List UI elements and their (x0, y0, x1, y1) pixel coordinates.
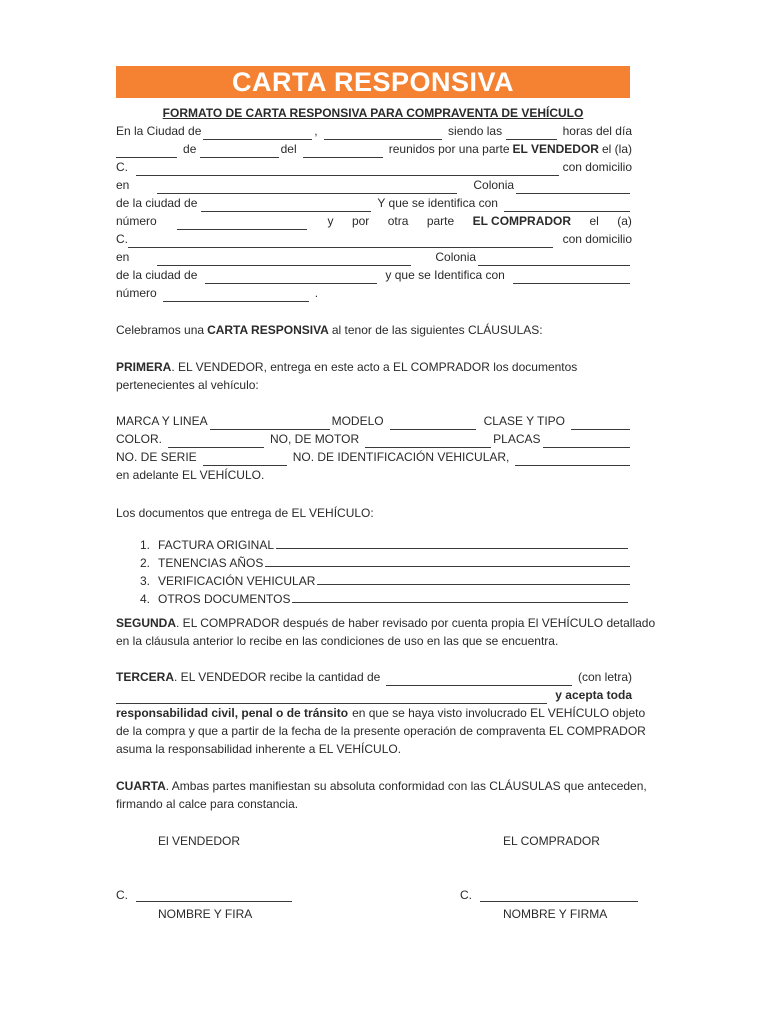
brand-field[interactable] (210, 417, 330, 430)
seller-id-type-field[interactable] (504, 199, 630, 212)
intro-paragraph (116, 122, 632, 302)
vin-field[interactable] (515, 453, 630, 466)
intro-line-3: C. con domicilio (116, 160, 632, 174)
clause-label: TERCERA (116, 670, 175, 684)
buyer-id-number-field[interactable] (163, 289, 309, 302)
clause-label: SEGUNDA (116, 616, 177, 630)
seller-name-field[interactable] (136, 163, 559, 176)
verification-field[interactable] (317, 572, 630, 585)
list-item: 4. OTROS DOCUMENTOS (116, 590, 632, 608)
buyer-signature-caption: NOMBRE Y FIRMA (503, 907, 608, 921)
seller-signature-line: C. (116, 888, 294, 902)
class-field[interactable] (571, 417, 630, 430)
clause-tercera: TERCERA . EL VENDEDOR recibe la cantidad de (con letra) y acepta toda responsabilidad civil, penal o de tránsito en que se haya visto involucrado EL VEHÍCULO objeto de la compra y que a partir de la fecha de la presente operación de compraventa EL COMPRADOR asuma la responsabilidad inherente a EL VEHÍCULO. (116, 670, 646, 756)
buyer-city-field[interactable] (205, 271, 377, 284)
document-subtitle: FORMATO DE CARTA RESPONSIVA PARA COMPRAVENTA DE VEHÍCULO (162, 106, 584, 120)
intro-line-2: de del reunidos por una parte EL VENDEDOR el (la) (116, 140, 632, 158)
list-item: 3. VERIFICACIÓN VEHICULAR (116, 572, 632, 590)
intro-line-8: en Colonia (116, 248, 632, 266)
year-field[interactable] (200, 145, 278, 158)
clause-label: PRIMERA (116, 360, 172, 374)
clause-cuarta: CUARTA . Ambas partes manifiestan su absoluta conformidad con las CLÁUSULAS que anteceden, firmando al calce para constancia. (116, 779, 647, 811)
engine-number-field[interactable] (365, 435, 491, 448)
seller-signature-title: El VENDEDOR (158, 834, 241, 848)
amount-words-field[interactable] (116, 691, 547, 704)
intro-line-4: en Colonia (116, 176, 632, 194)
color-field[interactable] (168, 435, 264, 448)
model-field[interactable] (390, 417, 476, 430)
year-field-2[interactable] (303, 145, 383, 158)
celebramos-paragraph: Celebramos una CARTA RESPONSIVA al tenor de las siguientes CLÁUSULAS: (116, 323, 543, 337)
plates-field[interactable] (543, 435, 631, 448)
tenencias-field[interactable] (265, 554, 630, 567)
seller-id-number-field[interactable] (177, 217, 307, 230)
seller-address-field[interactable] (157, 181, 457, 194)
intro-line-5: de la ciudad de Y que se identifica con (116, 194, 632, 212)
other-documents-field[interactable] (292, 590, 628, 603)
seller-signature-field[interactable] (136, 889, 292, 902)
seller-signature-caption: NOMBRE Y FIRA (158, 907, 253, 921)
hour-field[interactable] (506, 127, 557, 140)
vehicle-details: MARCA Y LINEA MODELO CLASE Y TIPO COLOR. NO, DE MOTOR PLACAS NO. DE SERIE NO. DE IDENTIFICACIÓN VEHICULAR, en adelante EL VEHÍCULO. (116, 412, 632, 484)
documents-section: Los documentos que entrega de EL VEHÍCULO: 1. FACTURA ORIGINAL 2. TENENCIAS AÑOS 3. VERIFICACIÓN VEHICULAR 4. OTROS DOCUMENTOS (116, 504, 632, 608)
buyer-signature-line: C. (460, 888, 640, 902)
intro-line-9: de la ciudad de y que se Identifica con (116, 266, 632, 284)
invoice-field[interactable] (276, 536, 628, 549)
buyer-name-field[interactable] (128, 235, 553, 248)
seller-city-field[interactable] (201, 199, 371, 212)
intro-line-10: número . (116, 286, 319, 300)
intro-line-7: C. con domicilio (116, 232, 632, 246)
clause-segunda: SEGUNDA . EL COMPRADOR después de haber revisado por cuenta propia El VEHÍCULO detallado en la cláusula anterior lo recibe en las condiciones de uso en las que se encuentra. (116, 616, 656, 648)
month-field[interactable] (116, 145, 177, 158)
buyer-signature-title: EL COMPRADOR (503, 834, 600, 848)
buyer-colonia-field[interactable] (478, 253, 630, 266)
title-banner (116, 66, 630, 98)
buyer-id-type-field[interactable] (513, 271, 630, 284)
intro-line-1: En la Ciudad de , siendo las horas del día (116, 124, 632, 138)
clause-label: CUARTA (116, 779, 166, 793)
documents-list (116, 536, 632, 608)
buyer-signature-field[interactable] (480, 889, 638, 902)
buyer-address-field[interactable] (157, 253, 411, 266)
list-item: 2. TENENCIAS AÑOS (116, 554, 632, 572)
amount-field[interactable] (386, 673, 572, 686)
serial-number-field[interactable] (203, 453, 287, 466)
seller-colonia-field[interactable] (516, 181, 630, 194)
list-item: 1. FACTURA ORIGINAL (116, 536, 632, 554)
intro-line-6: número y por otra parte EL COMPRADOR el (a) (116, 214, 632, 228)
city-field[interactable] (203, 127, 312, 140)
day-field[interactable] (324, 127, 443, 140)
clause-primera: PRIMERA . EL VENDEDOR, entrega en este acto a EL COMPRADOR los documentos pertenecientes al vehículo: (116, 360, 578, 392)
document-title: CARTA RESPONSIVA (231, 67, 515, 97)
